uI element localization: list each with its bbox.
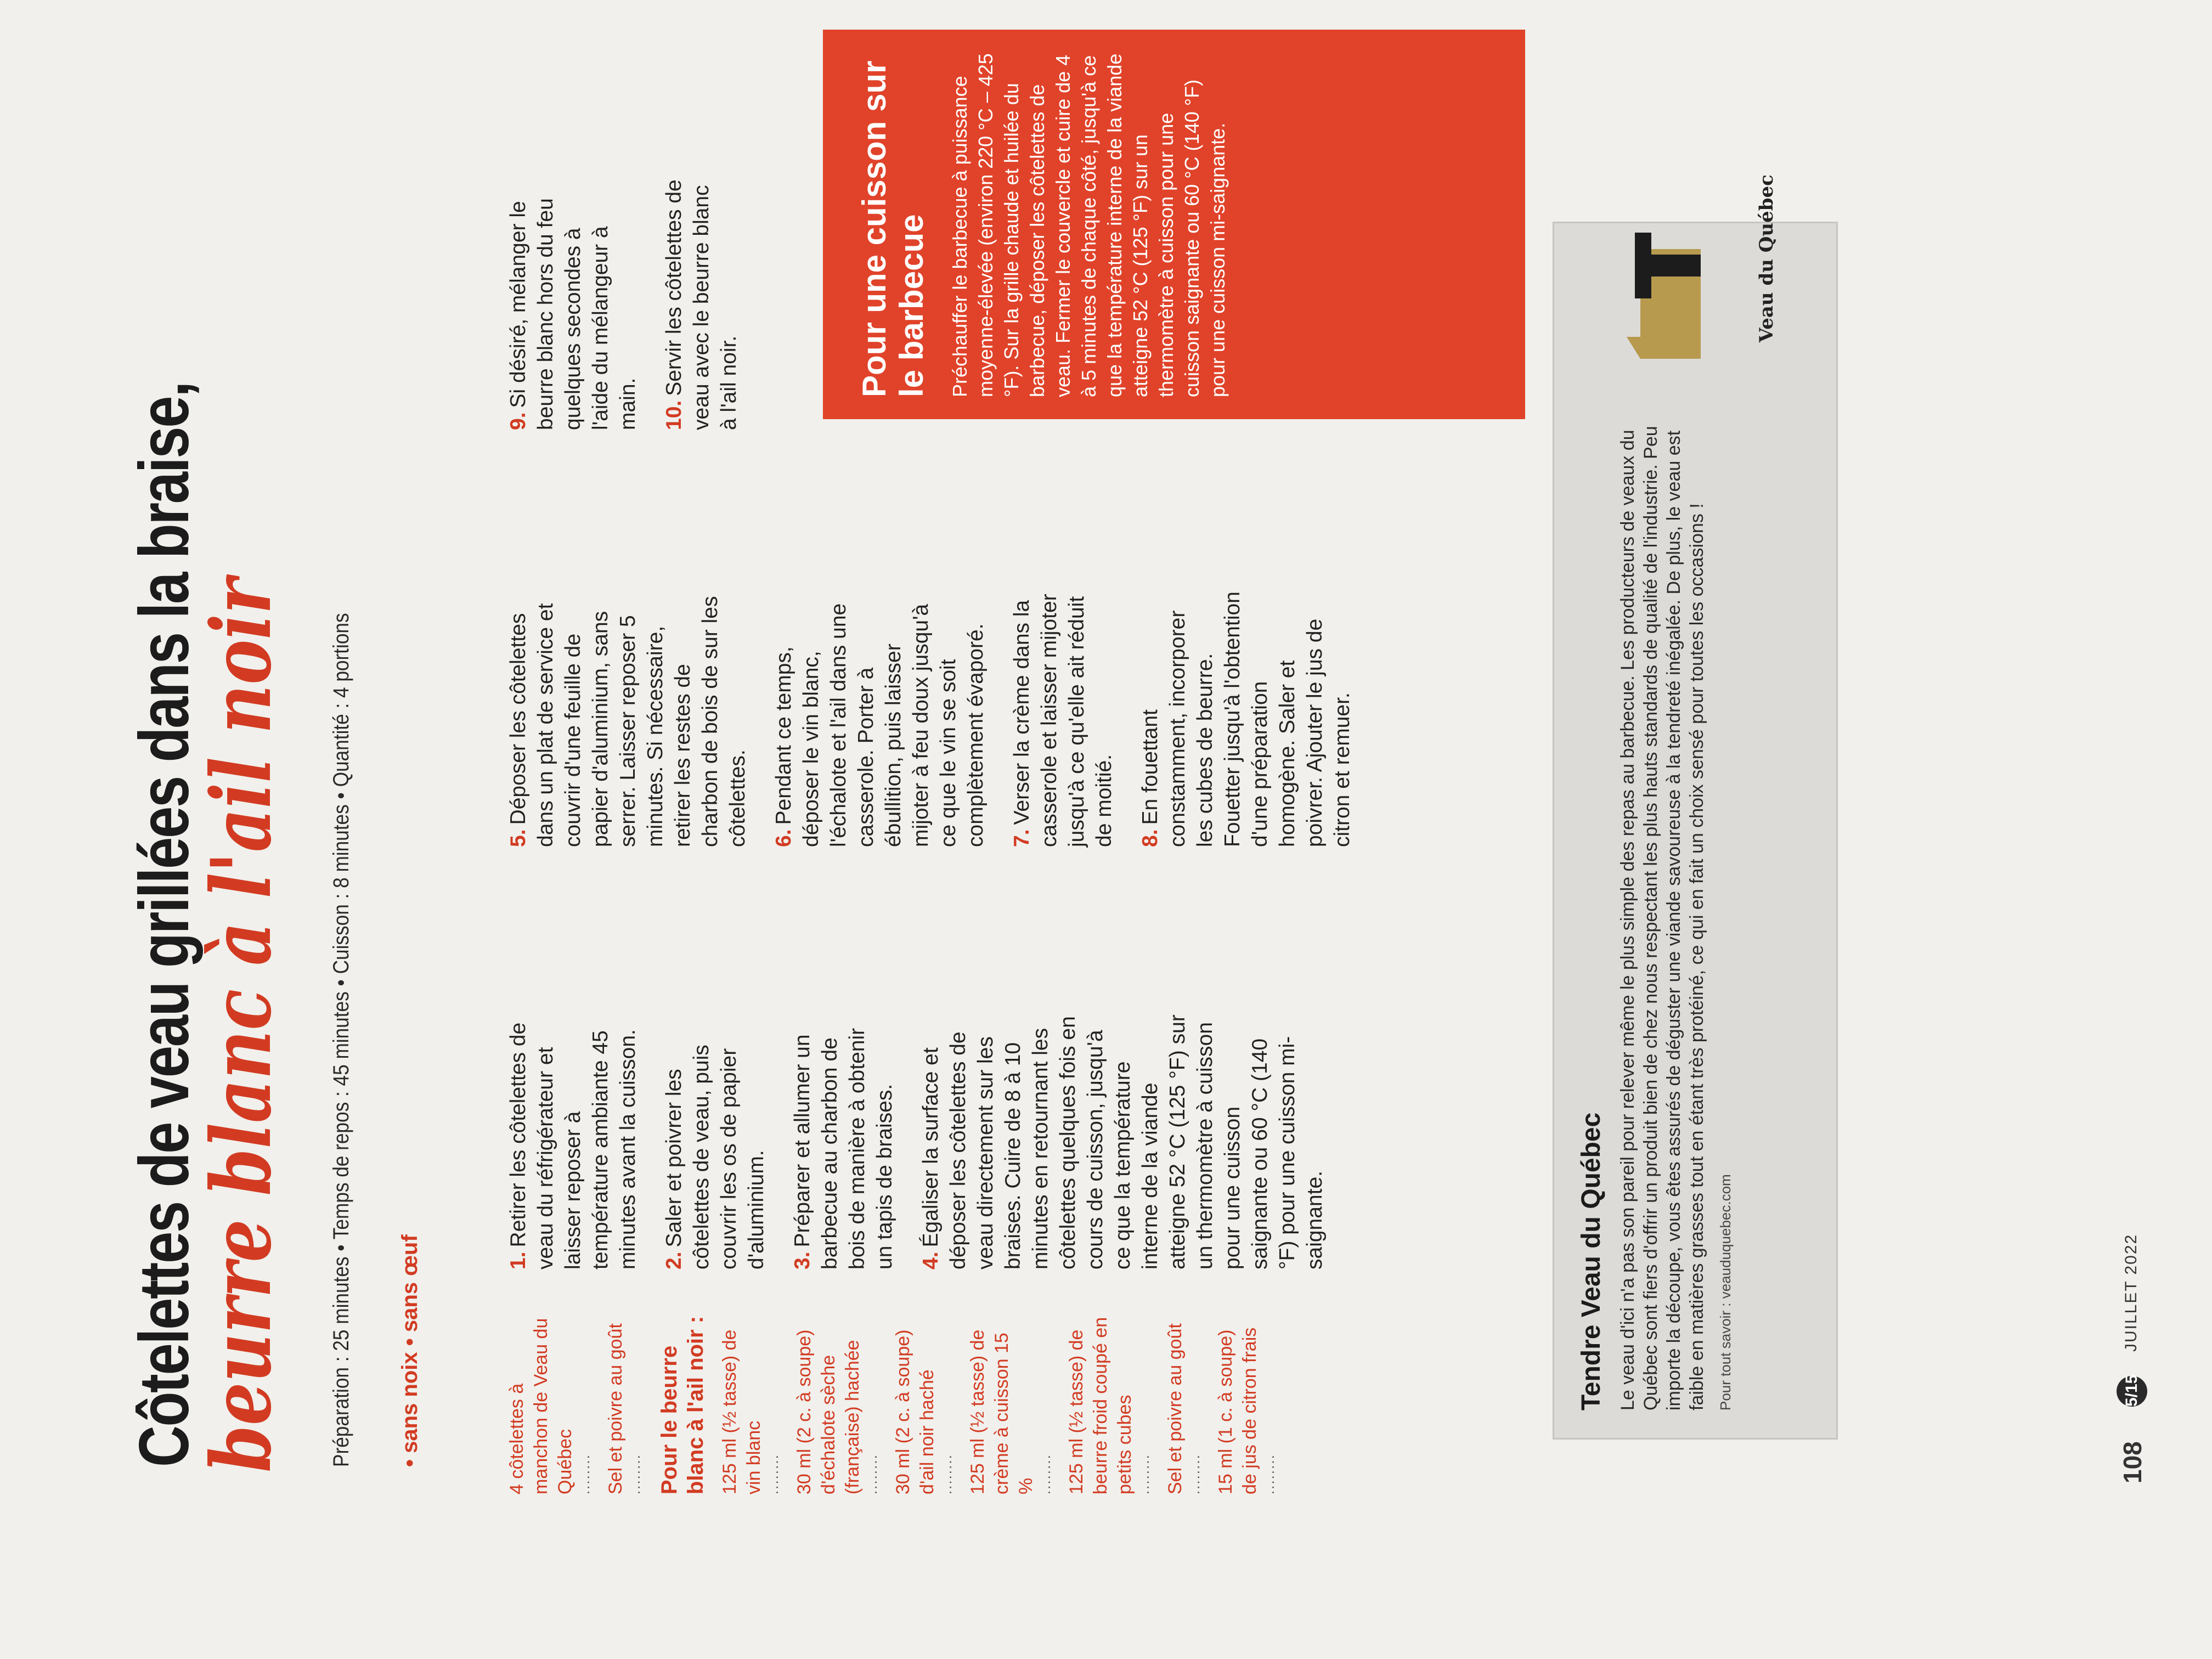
issue-date: JUILLET 2022 <box>2122 1233 2140 1352</box>
recipe-title: Côtelettes de veau grillées dans la braise, <box>125 382 204 1467</box>
veau-info-box <box>1553 222 1838 1440</box>
step-item: 9.Si désiré, mélanger le beurre blanc hors du feu quelques secondes à l'aide du mélangeur à main. <box>506 198 640 430</box>
page-number: 108 <box>2118 1441 2147 1483</box>
step-item: 1.Retirer les côtelettes de veau du réfrigérateur et laisser reposer à température ambiante 45 minutes avant la cuisson. <box>506 1022 640 1269</box>
ingredient-item: Sel et poivre au goût ........ <box>603 1313 642 1494</box>
bbq-tip-text: Préchauffer le barbecue à puissance moyenne-élevée (environ 220 °C – 425 °F). Sur la grille chaude et huilée du barbecue, déposer les côtelettes de veau. Fermer le couvercle et cuire de 4 à 5 minutes de chaque côté, jusqu'à ce que la température interne de la viande atteigne 52 °C (125 °F) sur un thermomètre à cuisson pour une cuisson saignante ou 60 °C (140 °F) pour une cuisson mi-saignante. <box>949 53 1229 397</box>
leader-dots: ........ <box>627 1454 643 1494</box>
ingredient-item: 125 ml (½ tasse) de vin blanc ........ <box>718 1313 780 1494</box>
leader-dots: ........ <box>1037 1454 1053 1494</box>
ingredient-item: 30 ml (2 c. à soupe) d'échalote sèche (française) hachée ........ <box>792 1313 879 1494</box>
recipe-meta: Préparation : 25 minutes • Temps de repos : 45 minutes • Cuisson : 8 minutes • Quantité : 4 portions <box>329 613 353 1467</box>
ingredient-item: 125 ml (½ tasse) de beurre froid coupé en petits cubes ........ <box>1064 1313 1151 1494</box>
step-item: 8.En fouettant constamment, incorporer les cubes de beurre. Fouetter jusqu'à l'obtention d'une préparation homogène. Saler et poivrer. Ajouter le jus de citron et remuer. <box>1138 591 1354 847</box>
steps-column-3 <box>505 178 761 430</box>
recipe-subtitle: beurre blanc à l'ail noir <box>193 578 290 1472</box>
veau-du-quebec-logo-icon <box>1624 205 1706 370</box>
ingredient-item: Sel et poivre au goût ........ <box>1163 1313 1201 1494</box>
step-item: 6.Pendant ce temps, déposer le vin blanc, l'échalote et l'ail dans une casserole. Porter à ébullition, puis laisser mijoter à feu doux jusqu'à ce que le vin se soit complètement évaporé. <box>772 603 988 847</box>
logo-wordmark: Veau du Québec <box>1756 174 1778 342</box>
leader-dots: ........ <box>864 1454 880 1494</box>
steps-column-2 <box>505 589 1375 847</box>
leader-dots: ........ <box>1186 1454 1203 1494</box>
step-item: 4.Égaliser la surface et déposer les côtelettes de veau directement sur les braises. Cuire de 8 à 10 minutes en retournant les côtelettes quelques fois en cours de cuisson, jusqu'à ce que la température interne de la viande atteigne 52 °C (125 °F) sur un thermomètre à cuisson pour une cuisson saignante ou 60 °C (140 °F) pour une cuisson mi-saignante. <box>919 1014 1327 1269</box>
leader-dots: ........ <box>938 1454 955 1494</box>
ingredient-item: 30 ml (2 c. à soupe) d'ail noir haché ........ <box>891 1313 953 1494</box>
bbq-tip-box <box>823 30 1525 419</box>
leader-dots: ........ <box>765 1454 781 1494</box>
sauce-heading: Pour le beurre blanc à l'ail noir : <box>657 1316 708 1494</box>
ingredients-list <box>505 1313 1288 1494</box>
info-text: Le veau d'ici n'a pas son pareil pour relever même le plus simple des repas au barbecue. Les producteurs de veaux du Québec sont fiers d'offrir un produit bien de chez nous respectant les plus hauts standards de qualité de l'industrie. Peu importe la découpe, vous êtes assurés de déguster une viande savoureuse à la tendreté inégalée. De plus, le veau est faible en matières grasses tout en étant très protéiné, ce qui en fait un choix sensé pour toutes les occasions ! <box>1617 426 1707 1410</box>
step-item: 10.Servir les côtelettes de veau avec le beurre blanc à l'ail noir. <box>662 179 741 430</box>
leader-dots: ........ <box>576 1454 592 1494</box>
steps-column-1 <box>505 1012 1347 1269</box>
info-source: Pour tout savoir : veauduquebec.com <box>1717 1174 1734 1410</box>
step-item: 7.Verser la crème dans la casserole et laisser mijoter jusqu'à ce qu'elle ait réduit de moitié. <box>1010 594 1116 847</box>
ingredient-item: 4 côtelettes à manchon de Veau du Québec ........ <box>505 1313 591 1494</box>
step-item: 5.Déposer les côtelettes dans un plat de service et couvrir d'une feuille de papier d'aluminium, sans serrer. Laisser reposer 5 minutes. Si nécessaire, retirer les restes de charbon de bois de sur les côtelettes. <box>506 596 749 847</box>
bbq-tip-heading: Pour une cuisson sur le barbecue <box>856 60 930 397</box>
step-item: 3.Préparer et allumer un barbecue au charbon de bois de manière à obtenir un tapis de braises. <box>791 1028 896 1269</box>
leader-dots: ........ <box>1136 1454 1152 1494</box>
step-item: 2.Saler et poivrer les côtelettes de veau, puis couvrir les os de papier d'aluminium. <box>662 1045 768 1269</box>
diet-tags: • sans noix • sans œuf <box>398 1234 422 1467</box>
issue-badge: 5/15 <box>2117 1376 2147 1407</box>
ingredient-item: 125 ml (½ tasse) de crème à cuisson 15 % ........ <box>966 1313 1052 1494</box>
ingredient-item: 15 ml (1 c. à soupe) de jus de citron frais ........ <box>1214 1313 1276 1494</box>
info-heading: Tendre Veau du Québec <box>1577 1112 1606 1410</box>
leader-dots: ........ <box>1261 1454 1277 1494</box>
